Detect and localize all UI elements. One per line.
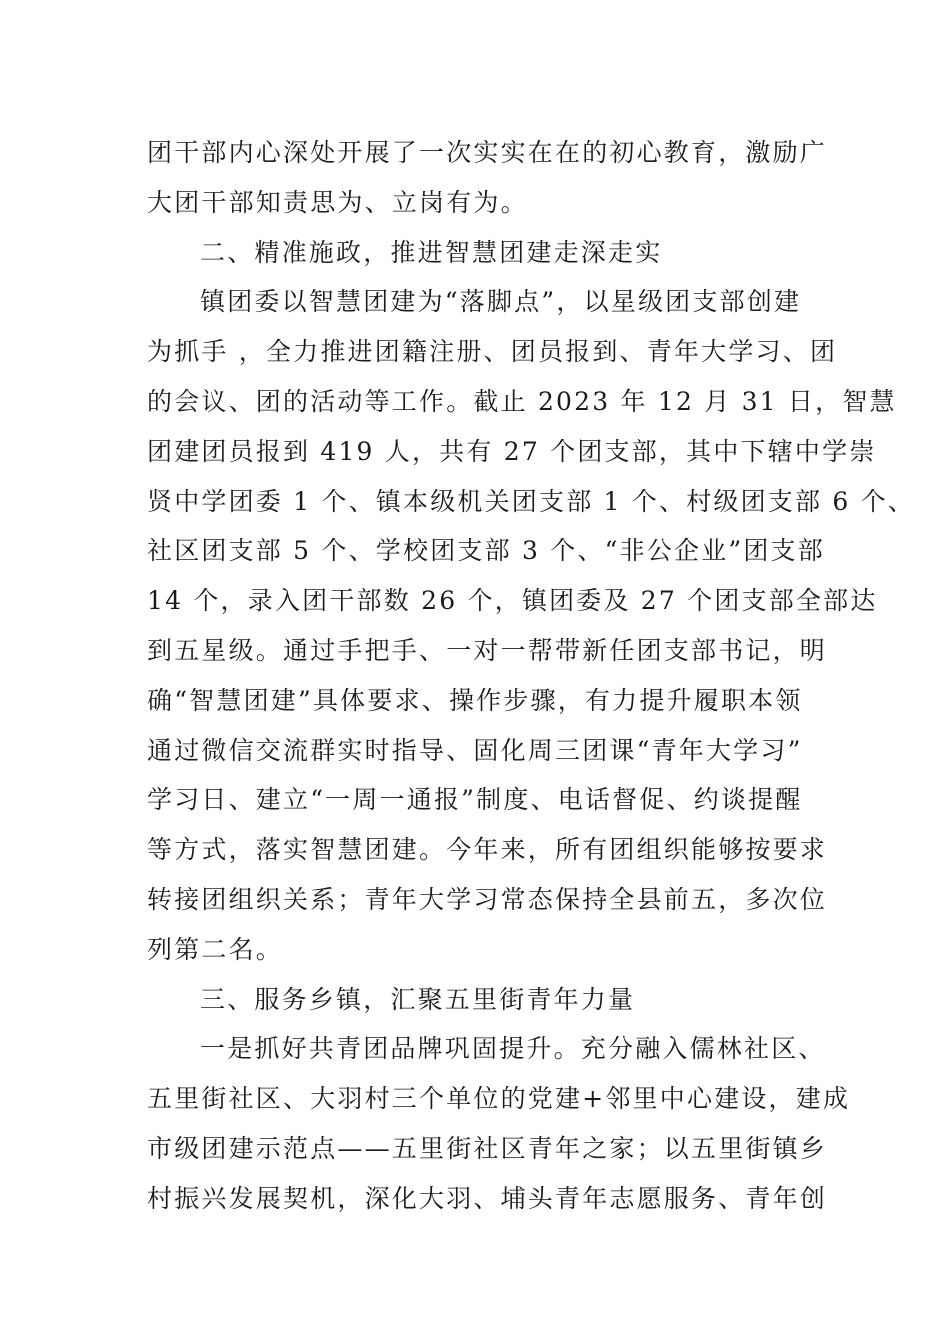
section-heading: 三、服务乡镇，汇聚五里街青年力量 xyxy=(200,984,636,1014)
text-line: 大团干部知责思为、立岗有为。 xyxy=(147,187,528,217)
text-line: 通过微信交流群实时指导、固化周三团课“青年大学习” xyxy=(147,735,803,765)
text-line: 学习日、建立“一周一通报”制度、电话督促、约谈提醒 xyxy=(147,785,803,815)
text-line: 团建团员报到 419 人，共有 27 个团支部，其中下辖中学崇 xyxy=(147,436,877,466)
text-line: 为抓手 ，全力推进团籍注册、团员报到、青年大学习、团 xyxy=(147,337,838,367)
text-line: 14 个，录入团干部数 26 个，镇团委及 27 个团支部全部达 xyxy=(147,586,878,616)
paragraph-start: 镇团委以智慧团建为“落脚点”，以星级团支部创建 xyxy=(200,287,802,317)
text-line: 五里街社区、大羽村三个单位的党建+邻里中心建设，建成 xyxy=(147,1084,851,1114)
text-line: 团干部内心深处开展了一次实实在在的初心教育，激励广 xyxy=(147,138,828,167)
document-body xyxy=(147,128,915,1224)
text-line: 社区团支部 5 个、学校团支部 3 个、“非公企业”团支部 xyxy=(147,536,825,566)
text-line: 的会议、团的活动等工作。截止 2023 年 12 月 31 日，智慧 xyxy=(147,386,897,416)
section-heading: 二、精准施政，推进智慧团建走深走实 xyxy=(200,237,663,267)
text-line: 贤中学团委 1 个、镇本级机关团支部 1 个、村级团支部 6 个、 xyxy=(147,486,915,516)
text-line: 村振兴发展契机，深化大羽、埔头青年志愿服务、青年创 xyxy=(147,1183,828,1213)
text-line: 转接团组织关系；青年大学习常态保持全县前五，多次位 xyxy=(147,884,828,914)
paragraph-start: 一是抓好共青团品牌巩固提升。充分融入儒林社区、 xyxy=(200,1034,826,1064)
text-line: 列第二名。 xyxy=(147,934,284,964)
text-line: 到五星级。通过手把手、一对一帮带新任团支部书记，明 xyxy=(147,635,828,665)
text-line: 确“智慧团建”具体要求、操作步骤，有力提升履职本领 xyxy=(147,685,803,715)
text-line: 市级团建示范点——五里街社区青年之家；以五里街镇乡 xyxy=(147,1133,828,1163)
text-line: 等方式，落实智慧团建。今年来，所有团组织能够按要求 xyxy=(147,835,828,865)
